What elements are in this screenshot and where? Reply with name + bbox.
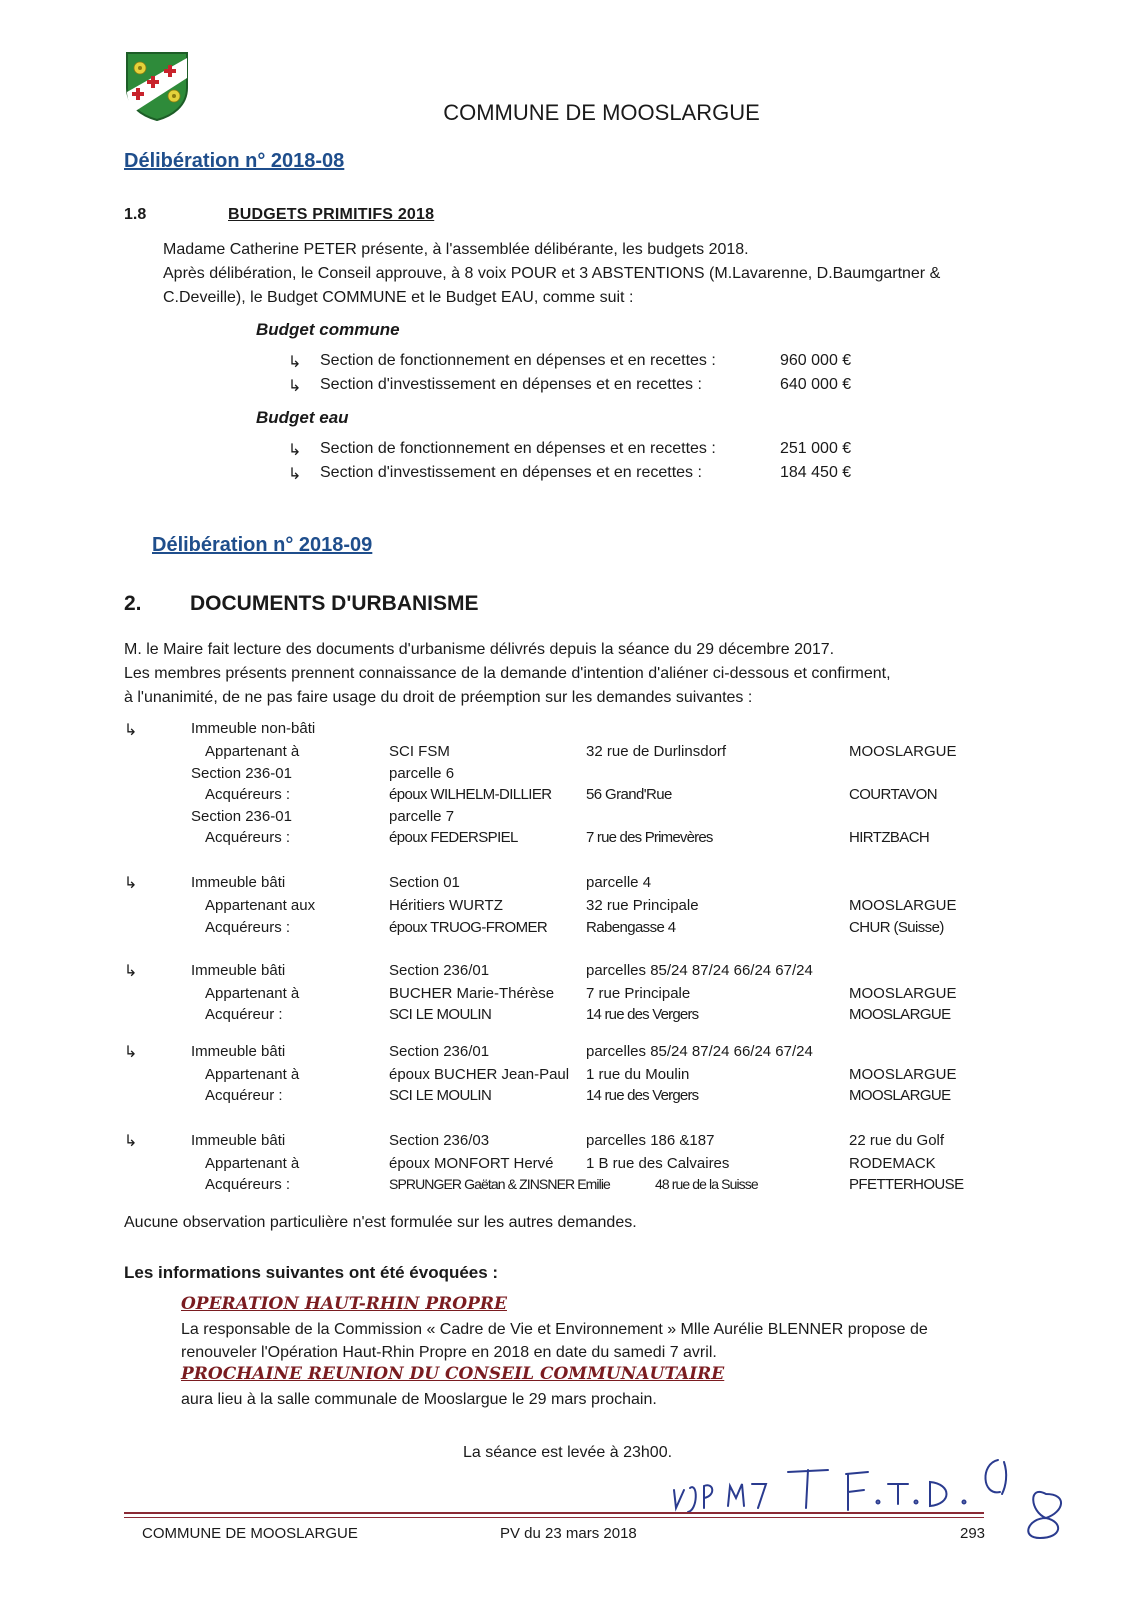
table-cell: 48 rue de la Suisse [655,1176,758,1192]
table-cell: parcelles 85/24 87/24 66/24 67/24 [586,962,813,979]
footer-commune: COMMUNE DE MOOSLARGUE [142,1525,358,1542]
table-cell: Héritiers WURTZ [389,897,503,914]
table-cell: CHUR (Suisse) [849,919,944,936]
budget-commune-title: Budget commune [256,320,400,339]
paragraph-line: renouveler l'Opération Haut-Rhin Propre en 2018 en date du samedi 7 avril. [181,1344,717,1361]
table-cell: Section 236/03 [389,1132,490,1149]
footer-pv-date: PV du 23 mars 2018 [500,1525,637,1542]
table-cell: SCI FSM [389,743,450,760]
table-cell: Appartenant à [205,1155,300,1172]
paragraph-line: Les membres présents prennent connaissance de la demande d'intention d'aliéner ci-dessous et confirment, [124,665,891,682]
budget-eau-title: Budget eau [256,408,349,427]
table-cell: MOOSLARGUE [849,985,957,1002]
commune-title: COMMUNE DE MOOSLARGUE [443,100,760,125]
table-cell: parcelle 4 [586,874,652,891]
table-cell: MOOSLARGUE [849,743,957,760]
table-cell: Appartenant à [205,1066,300,1083]
table-cell: Immeuble bâti [191,962,286,979]
table-cell: Appartenant aux [205,897,316,914]
paragraph-line: Après délibération, le Conseil approuve, à 8 voix POUR et 3 ABSTENTIONS (M.Lavarenne, D.Baumgartner & [163,265,941,282]
table-cell: 14 rue des Vergers [586,1087,699,1104]
closing-statement: La séance est levée à 23h00. [463,1444,673,1461]
table-cell: 32 rue de Durlinsdorf [586,743,727,760]
footer-page-number: 293 [960,1525,986,1542]
table-cell: Acquéreurs : [205,1176,291,1193]
table-cell: 1 B rue des Calvaires [586,1155,730,1172]
table-cell: PFETTERHOUSE [849,1176,964,1193]
table-cell: Section 236/01 [389,1043,490,1060]
info-heading: Les informations suivantes ont été évoquées : [124,1263,499,1282]
budget-line-label: Section de fonctionnement en dépenses et en recettes : [320,352,716,369]
budget-line-label: Section de fonctionnement en dépenses et en recettes : [320,440,716,457]
table-cell: 7 rue des Primevères [586,829,713,846]
operation-title: OPERATION HAUT-RHIN PROPRE [181,1294,507,1314]
table-cell: parcelle 6 [389,765,455,782]
table-cell: SCI LE MOULIN [389,1087,492,1104]
table-cell: Immeuble bâti [191,1043,286,1060]
budget-line-amount: 960 000 € [780,352,852,369]
handwritten-initials-signature [668,1450,1078,1560]
arrow-icon: ↳ [288,378,302,395]
arrow-icon: ↳ [288,466,302,483]
table-cell: MOOSLARGUE [849,1066,957,1083]
budget-line-label: Section d'investissement en dépenses et en recettes : [320,464,702,481]
table-cell: Acquéreurs : [205,919,291,936]
paragraph-line: C.Deveille), le Budget COMMUNE et le Budget EAU, comme suit : [163,289,634,306]
section-number-1: 1.8 [124,206,147,223]
table-cell: Appartenant à [205,985,300,1002]
table-cell: Acquéreurs : [205,829,291,846]
table-cell: Section 236-01 [191,765,292,782]
paragraph-line: M. le Maire fait lecture des documents d'urbanisme délivrés depuis la séance du 29 décembre 2017. [124,641,835,658]
table-cell: Section 236-01 [191,808,292,825]
table-cell: parcelles 85/24 87/24 66/24 67/24 [586,1043,813,1060]
budget-line-amount: 184 450 € [780,464,852,481]
section-title-1: BUDGETS PRIMITIFS 2018 [228,206,435,223]
no-observation-note: Aucune observation particulière n'est formulée sur les autres demandes. [124,1214,637,1231]
table-cell: MOOSLARGUE [849,1006,951,1023]
table-cell: époux TRUOG-FROMER [389,919,548,936]
deliberation-title-2: Délibération n° 2018-09 [152,534,373,556]
table-cell: HIRTZBACH [849,829,930,846]
table-cell: époux MONFORT Hervé [389,1155,554,1172]
table-cell: SPRUNGER Gaëtan & ZINSNER Emilie [389,1176,610,1192]
budget-line-amount: 251 000 € [780,440,852,457]
table-cell: Immeuble bâti [191,874,286,891]
table-cell: Acquéreur : [205,1087,283,1104]
table-cell: Immeuble bâti [191,1132,286,1149]
table-cell: Rabengasse 4 [586,919,676,936]
table-cell: époux BUCHER Jean-Paul [389,1066,570,1083]
table-cell: Section 236/01 [389,962,490,979]
table-cell: 22 rue du Golf [849,1132,945,1149]
table-cell: COURTAVON [849,786,937,803]
section-number-2: 2. [124,592,142,615]
paragraph-line: aura lieu à la salle communale de Mooslargue le 29 mars prochain. [181,1391,657,1408]
arrow-icon: ↳ [288,354,302,371]
table-cell: parcelles 186 &187 [586,1132,715,1149]
paragraph-line: à l'unanimité, de ne pas faire usage du droit de préemption sur les demandes suivantes : [124,689,753,706]
arrow-icon: ↳ [124,1133,138,1150]
table-cell: Section 01 [389,874,460,891]
table-cell: BUCHER Marie-Thérèse [389,985,555,1002]
arrow-icon: ↳ [124,1044,138,1061]
table-cell: époux WILHELM-DILLIER [389,786,552,803]
table-cell: MOOSLARGUE [849,897,957,914]
table-cell: RODEMACK [849,1155,936,1172]
arrow-icon: ↳ [124,722,138,739]
table-cell: parcelle 7 [389,808,455,825]
deliberation-title-1: Délibération n° 2018-08 [124,150,345,172]
table-cell: Acquéreurs : [205,786,291,803]
table-cell: 14 rue des Vergers [586,1006,699,1023]
table-cell: époux FEDERSPIEL [389,829,518,846]
footer-rule [124,1517,984,1518]
table-cell: 32 rue Principale [586,897,699,914]
arrow-icon: ↳ [124,963,138,980]
table-cell: MOOSLARGUE [849,1087,951,1104]
table-cell: Appartenant à [205,743,300,760]
budget-line-label: Section d'investissement en dépenses et en recettes : [320,376,702,393]
meeting-title: PROCHAINE REUNION DU CONSEIL COMMUNAUTAIRE [181,1364,725,1384]
table-cell: SCI LE MOULIN [389,1006,492,1023]
table-cell: Acquéreur : [205,1006,283,1023]
paragraph-line: Madame Catherine PETER présente, à l'assemblée délibérante, les budgets 2018. [163,241,749,258]
paragraph-line: La responsable de la Commission « Cadre de Vie et Environnement » Mlle Aurélie BLENNER propose de [181,1321,928,1338]
section-title-2: DOCUMENTS D'URBANISME [190,592,479,615]
table-cell: 1 rue du Moulin [586,1066,690,1083]
arrow-icon: ↳ [124,875,138,892]
arrow-icon: ↳ [288,442,302,459]
footer-rule [124,1512,984,1514]
table-cell: 7 rue Principale [586,985,691,1002]
table-cell: Immeuble non-bâti [191,720,316,737]
table-cell: 56 Grand'Rue [586,786,672,803]
budget-line-amount: 640 000 € [780,376,852,393]
